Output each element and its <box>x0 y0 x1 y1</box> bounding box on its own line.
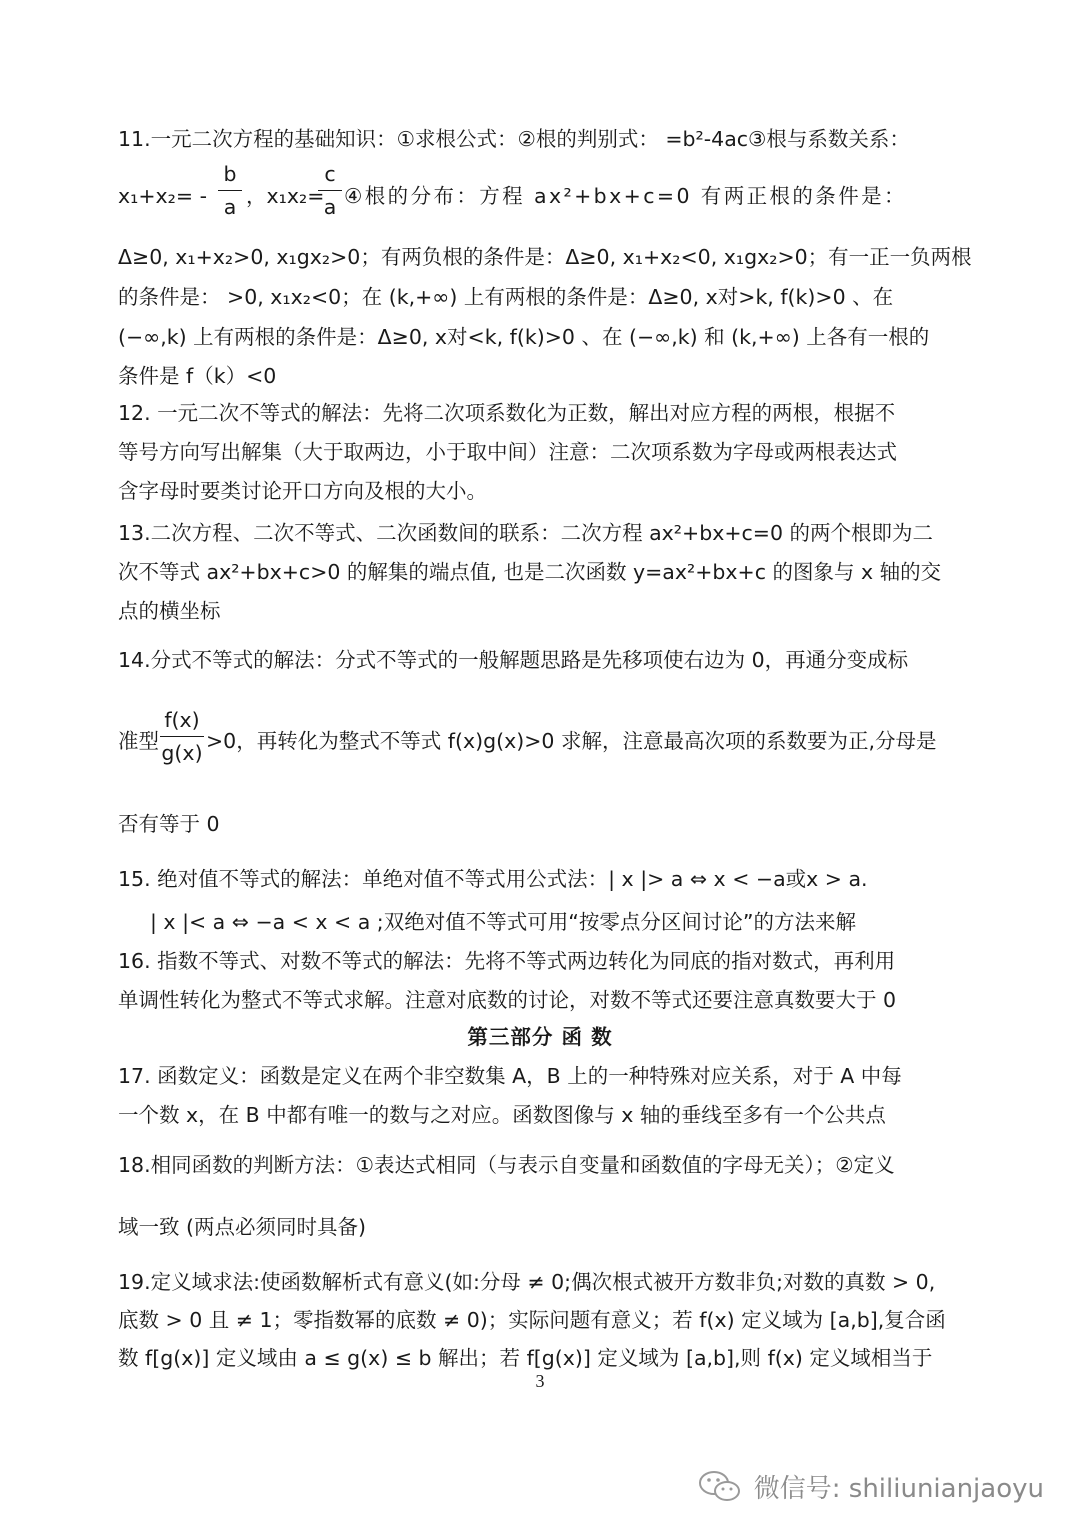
item-14-line-3: 否有等于 0 <box>118 812 220 836</box>
item-18-line-2: 域一致 (两点必须同时具备) <box>118 1215 367 1239</box>
fraction-denominator: a <box>223 195 237 219</box>
item-13-line-3: 点的横坐标 <box>118 599 221 623</box>
item-17-line-1: 17. 函数定义：函数是定义在两个非空数集 A，B 上的一种特殊对应关系，对于 A 中每 <box>118 1064 902 1088</box>
fraction-c-over-a <box>318 160 342 221</box>
item-18-line-1: 18.相同函数的判断方法：①表达式相同（与表示自变量和函数值的字母无关）；②定义 <box>118 1153 895 1177</box>
item-19-line-2: 底数 > 0 且 ≠ 1；零指数幂的底数 ≠ 0)；实际问题有意义；若 f(x) 定义域为 [a,b],复合函 <box>118 1308 946 1332</box>
item-11-line-6: 条件是 f（k）<0 <box>118 364 277 388</box>
fraction-bar <box>218 190 242 191</box>
watermark <box>698 1468 1044 1504</box>
item-19-line-1: 19.定义域求法:使函数解析式有意义(如:分母 ≠ 0;偶次根式被开方数非负;对数的真数 > 0, <box>118 1270 936 1294</box>
item-11-line-2-mid: ，x₁x₂= <box>246 184 325 208</box>
item-11-line-3: Δ≥0, x₁+x₂>0, x₁gx₂>0；有两负根的条件是：Δ≥0, x₁+x₂<0, x₁gx₂>0；有一正一负两根 <box>118 245 972 269</box>
fraction-bar <box>160 736 204 737</box>
item-17-line-2: 一个数 x，在 B 中都有唯一的数与之对应。函数图像与 x 轴的垂线至多有一个公共点 <box>118 1103 886 1127</box>
item-14-line-2-post: >0，再转化为整式不等式 f(x)g(x)>0 求解，注意最高次项的系数要为正,分母是 <box>206 729 937 753</box>
fraction-numerator: c <box>324 162 336 186</box>
section-heading: 第三部分 函 数 <box>467 1025 613 1049</box>
item-11-line-2-post: ④根的分布：方程 ax²+bx+c=0 有两正根的条件是： <box>344 184 907 208</box>
item-16-line-2: 单调性转化为整式不等式求解。注意对底数的讨论，对数不等式还要注意真数要大于 0 <box>118 988 897 1012</box>
item-11-line-5: (−∞,k) 上有两根的条件是：Δ≥0, x对<k, f(k)>0 、在 (−∞,k) 和 (k,+∞) 上各有一根的 <box>118 325 930 349</box>
watermark-text: 微信号: shiliunianjaoyu <box>753 1473 1044 1504</box>
item-11-line-2-pre: x₁+x₂= - <box>118 184 207 208</box>
fraction-denominator: a <box>323 195 337 219</box>
item-13-line-1: 13.二次方程、二次不等式、二次函数间的联系：二次方程 ax²+bx+c=0 的两个根即为二 <box>118 521 934 545</box>
page-number: 3 <box>535 1371 545 1391</box>
item-11-line-4: 的条件是： >0, x₁x₂<0；在 (k,+∞) 上有两根的条件是：Δ≥0, x对>k, f(k)>0 、在 <box>118 285 894 309</box>
item-12-line-2: 等号方向写出解集（大于取两边，小于取中间）注意：二次项系数为字母或两根表达式 <box>118 440 897 464</box>
item-12-line-1: 12. 一元二次不等式的解法：先将二次项系数化为正数，解出对应方程的两根，根据不 <box>118 401 896 425</box>
wechat-logo-icon <box>698 1469 742 1503</box>
item-13-line-2: 次不等式 ax²+bx+c>0 的解集的端点值, 也是二次函数 y=ax²+bx+c 的图象与 x 轴的交 <box>118 560 942 584</box>
fraction-b-over-a <box>218 160 242 221</box>
fraction-numerator: b <box>223 162 237 186</box>
fraction-bar <box>318 190 342 191</box>
item-12-line-3: 含字母时要类讨论开口方向及根的大小。 <box>118 479 487 503</box>
item-19-line-3: 数 f[g(x)] 定义域由 a ≤ g(x) ≤ b 解出；若 f[g(x)] 定义域为 [a,b],则 f(x) 定义域相当于 <box>118 1346 933 1370</box>
fraction-f-over-g <box>160 706 204 767</box>
item-14-line-1: 14.分式不等式的解法：分式不等式的一般解题思路是先移项使右边为 0，再通分变成标 <box>118 648 909 672</box>
item-11-line-1: 11.一元二次方程的基础知识：①求根公式：②根的判别式： =b²-4ac③根与系数关系： <box>118 127 910 151</box>
item-14-line-2-pre: 准型 <box>118 729 159 753</box>
fraction-numerator: f(x) <box>164 708 200 732</box>
item-16-line-1: 16. 指数不等式、对数不等式的解法：先将不等式两边转化为同底的指对数式，再利用 <box>118 949 896 973</box>
fraction-denominator: g(x) <box>161 741 203 765</box>
item-15-line-1: 15. 绝对值不等式的解法：单绝对值不等式用公式法：| x |> a ⇔ x < −a或x > a. <box>118 867 868 891</box>
item-15-line-2: | x |< a ⇔ −a < x < a ;双绝对值不等式可用“按零点分区间讨论”的方法来解 <box>150 910 856 934</box>
